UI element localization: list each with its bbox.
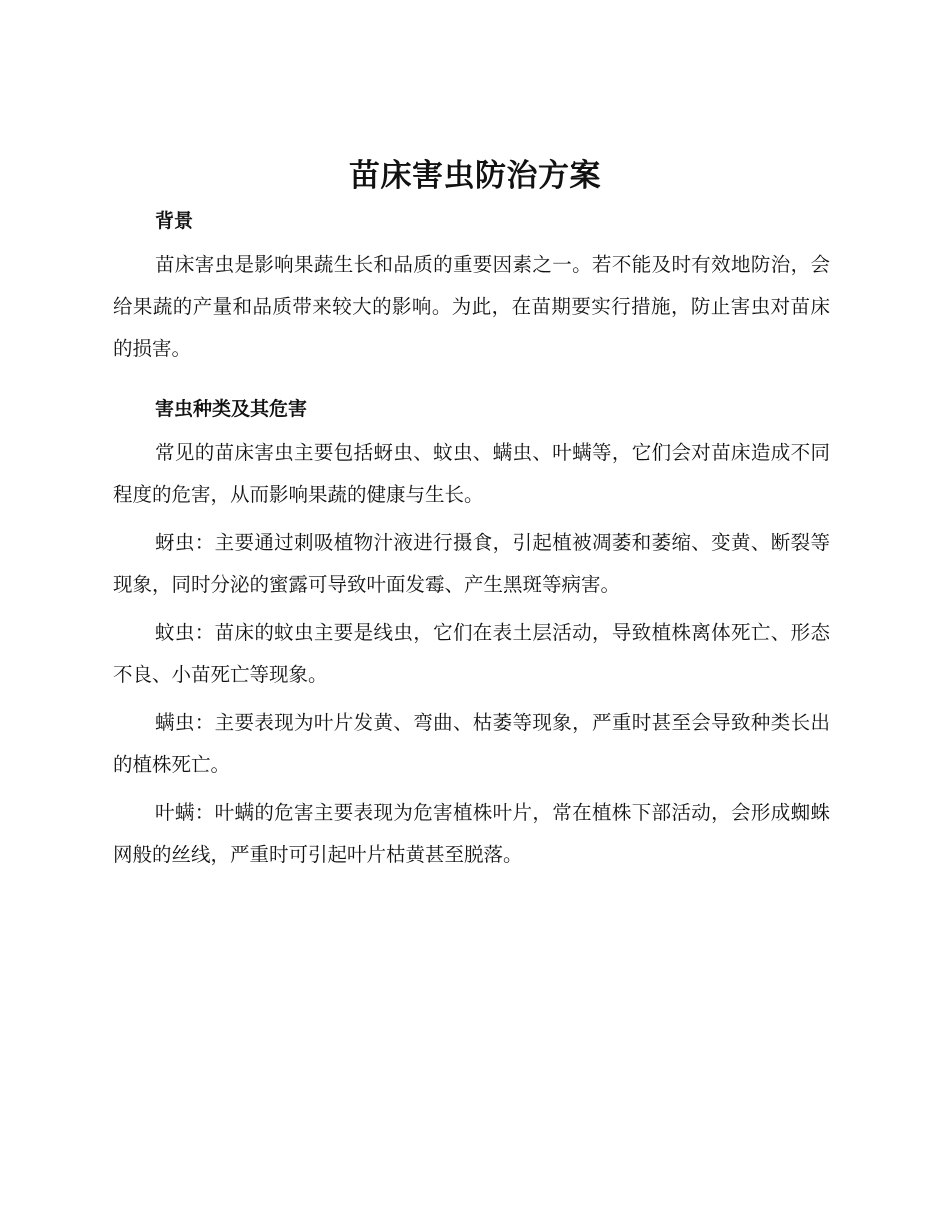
section-heading: 背景 xyxy=(155,210,194,232)
paragraph: 常见的苗床害虫主要包括蚜虫、蚊虫、螨虫、叶螨等，它们会对苗床造成不同程度的危害，从而影响果蔬的健康与生长。 xyxy=(113,441,830,506)
document-title: 苗床害虫防治方案 xyxy=(349,158,601,194)
paragraph-aphid: 蚜虫：主要通过刺吸植物汁液进行摄食，引起植被凋萎和萎缩、变黄、断裂等现象，同时分泌的蜜露可导致叶面发霉、产生黑斑等病害。 xyxy=(113,531,830,596)
paragraph: 苗床害虫是影响果蔬生长和品质的重要因素之一。若不能及时有效地防治，会给果蔬的产量和品质带来较大的影响。为此，在苗期要实行措施，防止害虫对苗床的损害。 xyxy=(113,253,830,360)
section-heading: 害虫种类及其危害 xyxy=(155,398,308,420)
paragraph-mite: 螨虫：主要表现为叶片发黄、弯曲、枯萎等现象，严重时甚至会导致种类长出的植株死亡。 xyxy=(113,711,830,776)
document-body xyxy=(113,204,830,876)
paragraph-mosquito: 蚊虫：苗床的蚊虫主要是线虫，它们在表土层活动，导致植株离体死亡、形态不良、小苗死亡等现象。 xyxy=(113,621,830,686)
section-pest-types xyxy=(113,392,830,876)
section-background xyxy=(113,204,830,370)
paragraph-spider-mite: 叶螨：叶螨的危害主要表现为危害植株叶片，常在植株下部活动，会形成蜘蛛网般的丝线，严重时可引起叶片枯黄甚至脱落。 xyxy=(113,801,830,866)
